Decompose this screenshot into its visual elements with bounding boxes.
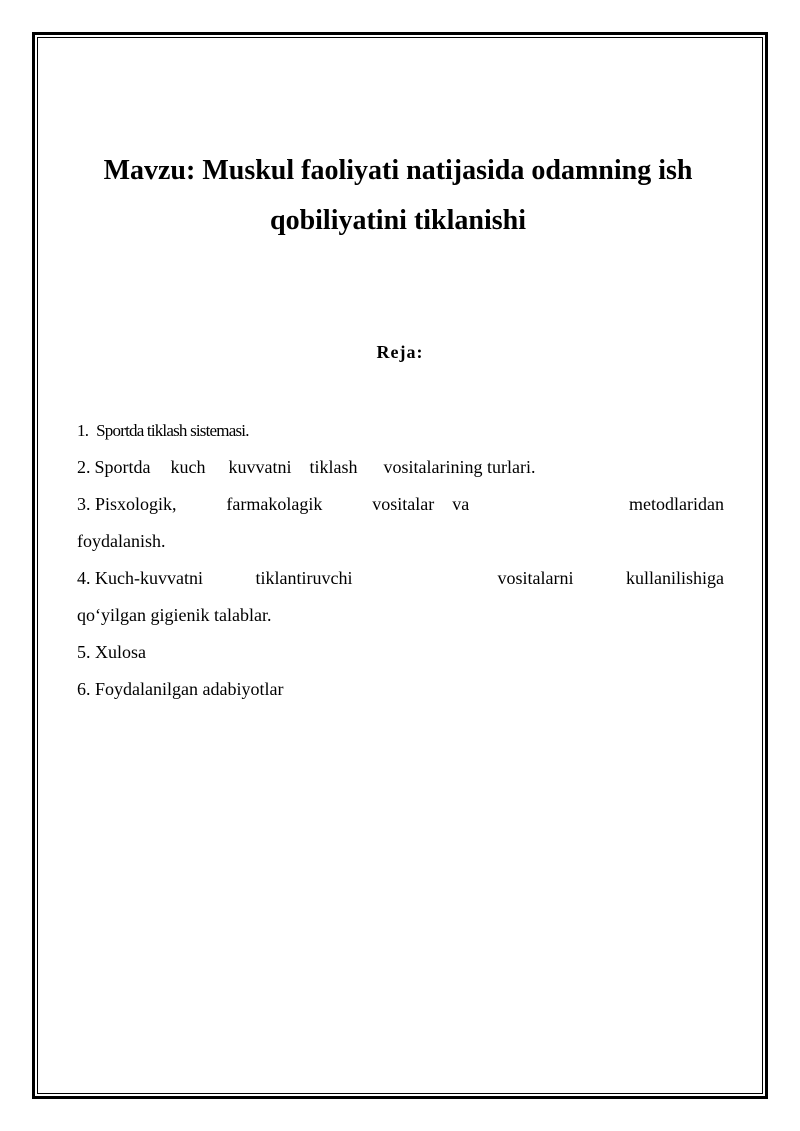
plan-item-4-word: tiklantiruvchi xyxy=(255,568,353,588)
plan-item-2-word: kuch xyxy=(170,457,206,477)
plan-item-3-continuation: foydalanish. xyxy=(77,531,166,551)
plan-item-6-number: 6. xyxy=(77,679,91,699)
plan-item-3-word: Pisxologik, xyxy=(95,494,177,514)
plan-item-4-continuation: qo‘yilgan gigienik talablar. xyxy=(77,605,272,625)
plan-item-4 xyxy=(77,560,724,597)
plan-item-1-text: Sportda tiklash sistemasi. xyxy=(96,421,249,440)
plan-item-6 xyxy=(77,671,724,708)
plan-item-2-word: kuvvatni xyxy=(228,457,292,477)
plan-item-1-number: 1. xyxy=(77,421,89,440)
plan-item-2-word: tiklash xyxy=(309,457,358,477)
plan-item-6-text: Foydalanilgan adabiyotlar xyxy=(95,679,284,699)
plan-item-2-number: 2. xyxy=(77,457,91,477)
plan-item-3-word: va xyxy=(452,494,470,514)
plan-item-4-word: kullanilishiga xyxy=(625,568,724,588)
plan-item-2 xyxy=(77,449,724,486)
plan-item-5 xyxy=(77,634,724,671)
plan-item-3-word: farmakolagik xyxy=(226,494,323,514)
plan-item-2-word: Sportda xyxy=(94,457,151,477)
plan-list xyxy=(77,412,724,708)
plan-item-4-number: 4. xyxy=(77,568,91,588)
plan-item-3-word: metodlaridan xyxy=(628,494,724,514)
document-title: Mavzu: Muskul faoliyati natijasida odamning ish qobiliyatini tiklanishi xyxy=(103,155,693,236)
plan-item-3-number: 3. xyxy=(77,494,91,514)
plan-item-2-word: vositalarining turlari. xyxy=(383,457,536,477)
plan-heading: Reja: xyxy=(376,342,424,362)
plan-item-5-number: 5. xyxy=(77,642,91,662)
plan-item-4-word: Kuch-kuvvatni xyxy=(95,568,203,588)
plan-item-1 xyxy=(77,412,724,449)
plan-item-4-word: vositalarni xyxy=(497,568,574,588)
plan-item-3 xyxy=(77,486,724,523)
plan-item-3-word: vositalar xyxy=(372,494,435,514)
plan-item-5-text: Xulosa xyxy=(95,642,146,662)
